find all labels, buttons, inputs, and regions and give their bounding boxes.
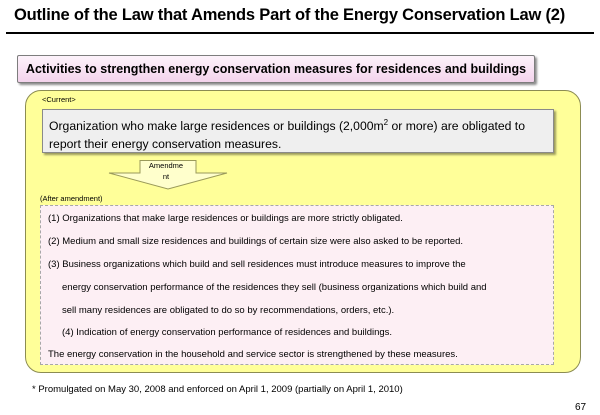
list-item: (4) Indication of energy conservation performance of residences and buildings. — [62, 327, 393, 338]
topic-banner — [17, 55, 535, 83]
amendment-label-line1: Amendme — [148, 161, 184, 170]
current-text-superscript: 2 — [383, 118, 389, 127]
list-item: (3) Business organizations which build and sell residences must introduce measures to improve the — [48, 259, 466, 270]
title-underline — [6, 32, 594, 34]
amendment-label — [138, 160, 194, 182]
list-item: sell many residences are obligated to do so by recommendations, orders, etc.). — [62, 305, 395, 316]
slide-title: Outline of the Law that Amends Part of the Energy Conservation Law (2) — [14, 6, 566, 24]
summary-text: The energy conservation in the household and service sector is strengthened by these measures. — [48, 349, 458, 360]
list-item: (1) Organizations that make large residences or buildings are more strictly obligated. — [48, 213, 403, 224]
topic-banner-text: Activities to strengthen energy conservation measures for residences and buildings — [25, 62, 527, 76]
page-number: 67 — [575, 402, 587, 413]
list-item: (2) Medium and small size residences and buildings of certain size were also asked to be reported. — [48, 236, 464, 247]
list-item: energy conservation performance of the residences they sell (business organizations which build and — [62, 282, 487, 293]
after-amendment-box — [40, 205, 554, 365]
after-amendment-label: (After amendment) — [40, 194, 103, 203]
current-text-line2: report their energy conservation measures. — [49, 137, 282, 152]
current-text-part2: or more) are obligated to — [388, 119, 525, 134]
footnote: * Promulgated on May 30, 2008 and enforced on April 1, 2009 (partially on April 1, 2010) — [32, 384, 403, 395]
current-label: <Current> — [42, 95, 76, 104]
amendment-label-line2: nt — [162, 172, 170, 181]
current-rule-box — [42, 109, 554, 153]
current-text-part1: Organization who make large residences or buildings (2,000m — [49, 119, 384, 134]
